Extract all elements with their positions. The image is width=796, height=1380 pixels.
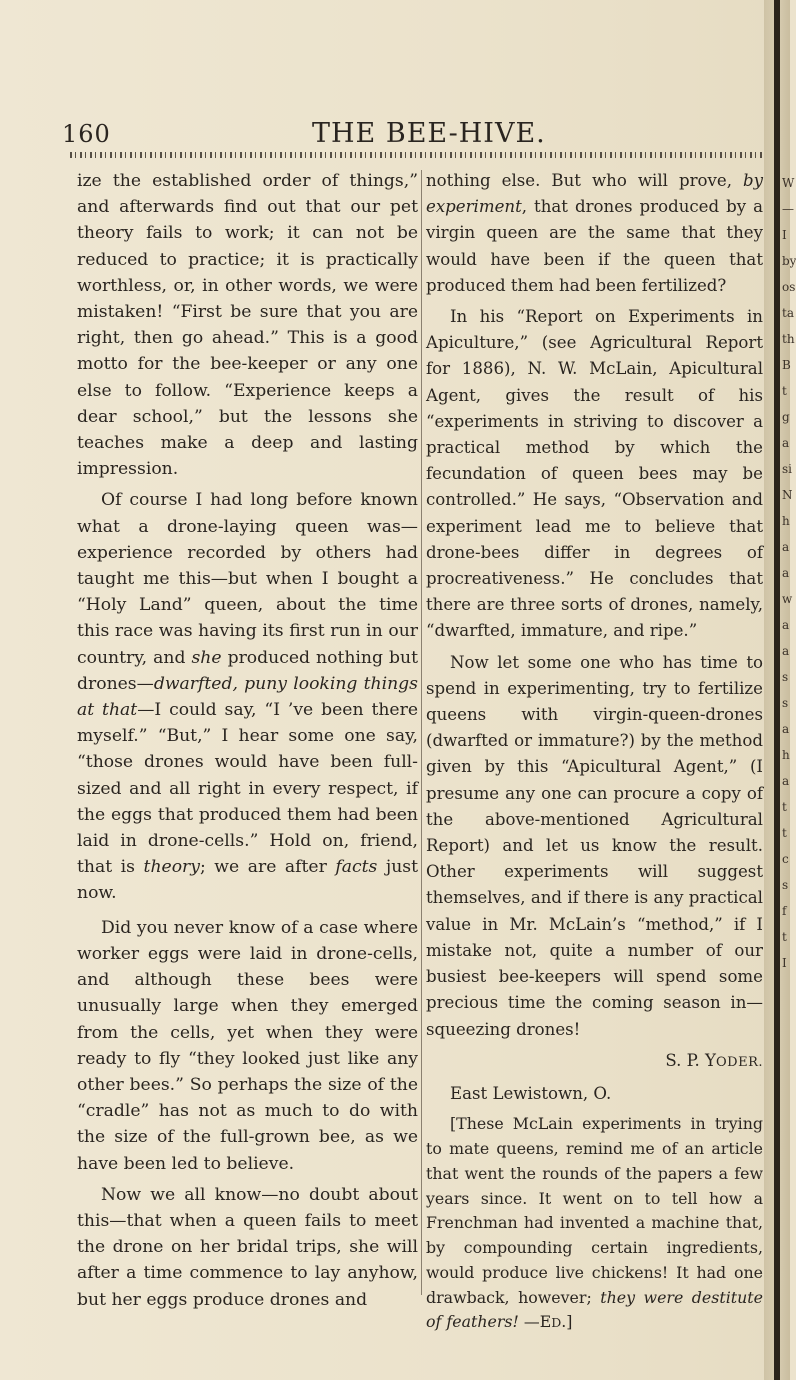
paragraph: ize the established order of things,” and afterwards find out that our pet theory fails to work; it can not be reduced to practice; it is practically worthless, or, in other words, we were mistaken! “First be sure that you are right, then go ahead.” This is a good motto for the bee-keeper or any one else to follow. “Experience keeps a dear school,” but the lessons she teaches make a deep and lasting impression.	[77, 171, 418, 480]
paragraph: Now let some one who has time to spend in experimenting, try to fertilize queens with virgin-queen-drones (dwarfted or immature?) by the method given by this “Apicultural Agent,” (I presume any one can procure a copy of the above-mentioned Agricultural Report) and let us know the result. Other experiments will suggest themselves, and if there is any practical value in Mr. McLain’s “method,” if I mistake not, quite a number of our busiest bee-keepers will spend some precious time the coming season in—squeezing drones!	[426, 652, 763, 1039]
book-spine-shadow	[774, 0, 780, 1380]
facing-page-fragments: W — I by os ta th B t g a si N h a a w a a s s a h a t t c s f t I	[782, 176, 796, 970]
journal-title: THE BEE-HIVE.	[312, 118, 546, 149]
right-column	[426, 168, 763, 1341]
text-run: nothing else. But who will prove,	[426, 171, 743, 190]
editor-note	[426, 1112, 763, 1336]
italic-run: dwarfted, puny looking things at that	[77, 673, 418, 721]
signature	[426, 1048, 763, 1076]
text-run: ; we are after	[199, 857, 336, 878]
paragraph: In his “Report on Experiments in Apiculture,” (see Agricultural Report for 1886), N. W. McLain, Apicultural Agent, gives the result of his “experiments in striving to discover a practical method by which the fecundation of queen bees may be controlled.” He says, “Observation and experiment lead me to believe that drone-bees differ in degrees of procreativeness.” He concludes that there are three sorts of drones, namely, “dwarfted, immature, and ripe.”	[426, 307, 763, 641]
italic-run: by experiment	[426, 171, 763, 217]
text-run: .]	[561, 1312, 573, 1332]
paragraph: Now we all know—no doubt about this—that when a queen fails to meet the drone on her bridal trips, she will after a time commence to lay anyhow, but her eggs produce drones and	[77, 1184, 418, 1310]
text-run: [These McLain experiments in trying to mate queens, remind me of an article that went the rounds of the papers a few years since. It went on to tell how a Frenchman had invented a machine that, by compounding certain ingredients, would produce live chickens! It had one drawback, however;	[426, 1114, 763, 1307]
italic-run: facts	[335, 857, 378, 878]
page-number: 160	[62, 120, 111, 148]
text-run: —I could say, “I ’ve been there myself.” “But,” I hear some one say, “those drones would have been full-sized and all right in every respect, if the eggs that produced them had been laid in drone-cells.” Hold on, friend, that is	[77, 700, 418, 878]
dateline-location: East Lewistown, O.	[450, 1083, 612, 1103]
signature-initials: S. P. Y	[665, 1050, 716, 1070]
text-run: Of course I had long before known what a drone-laying queen was—experience recorded by others had taught me this—but when I bought a “Holy Land” queen, about the time this race was having its first run in our country, and	[77, 490, 418, 668]
editor-initial: D	[551, 1315, 562, 1331]
text-run: —E	[518, 1312, 552, 1332]
signature-surname: ODER.	[716, 1054, 763, 1070]
italic-run: theory	[143, 857, 200, 878]
text-run: just now.	[77, 857, 418, 904]
paragraph: Did you never know of a case where worker eggs were laid in drone-cells, and although these bees were unusually large when they emerged from the cells, yet when they were ready to fly “they looked just like any other bees.” So perhaps the size of the “cradle” has not as much to do with the size of the full-grown bee, as we have been led to believe.	[77, 917, 418, 1174]
column-divider	[421, 170, 422, 1295]
paragraph	[77, 487, 418, 906]
paragraph	[426, 168, 763, 299]
text-run: , that drones produced by a virgin queen are the same that they would have been if the queen that produced them had been fertilized?	[426, 197, 763, 295]
ornamental-rule	[70, 152, 762, 158]
italic-run: she	[191, 647, 222, 668]
italic-run: they were destitute of feathers!	[426, 1287, 763, 1332]
text-run: produced nothing but drones—	[77, 647, 418, 694]
left-column	[77, 168, 418, 1318]
